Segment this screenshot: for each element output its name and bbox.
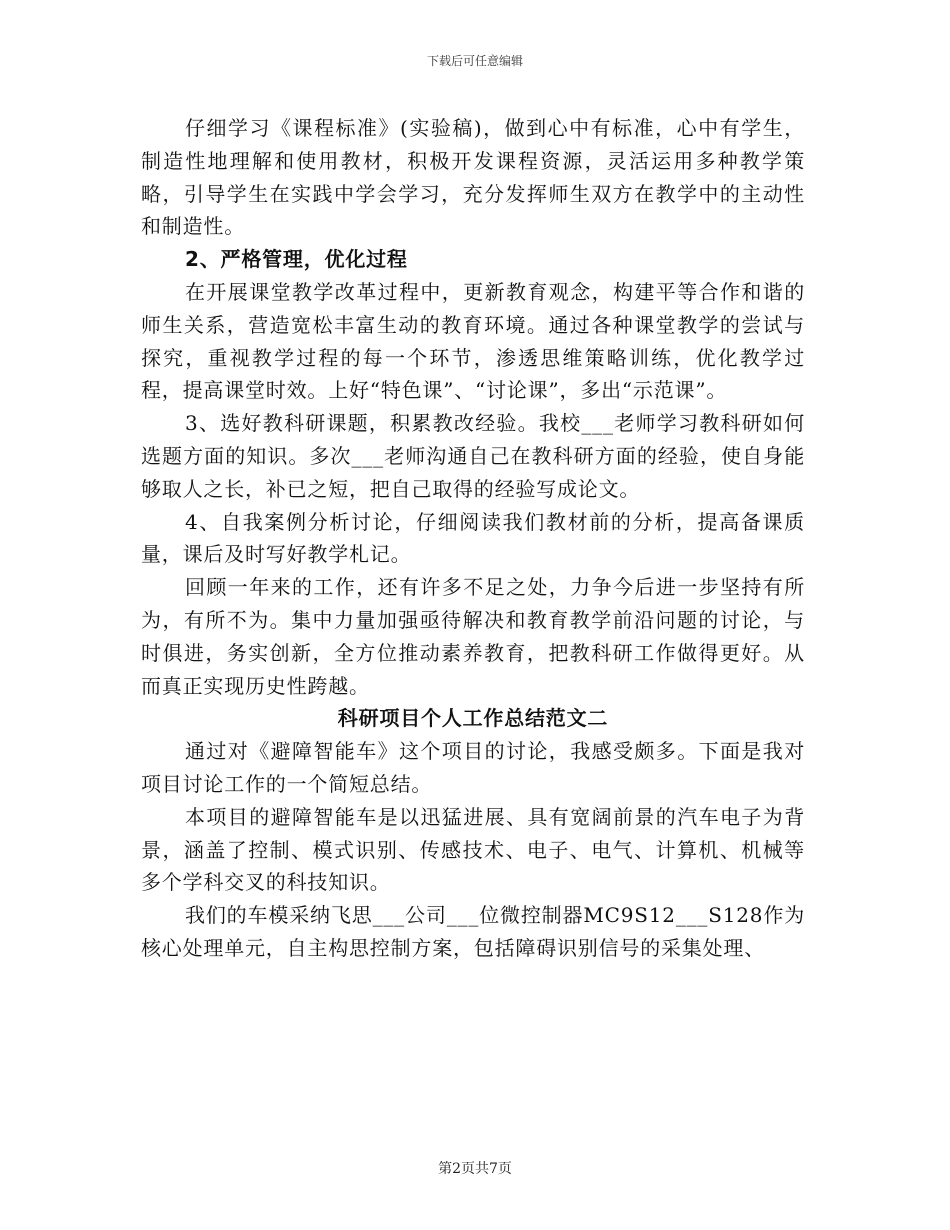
paragraph-3: 3、选好教科研课题，积累教改经验。我校___老师学习教科研如何选题方面的知识。多次___老师沟通自己在教科研方面的经验，使自身能够取人之长，补已之短，把自己取得的经验写成论文。	[141, 411, 805, 501]
paragraph-4: 4、自我案例分析讨论，仔细阅读我们教材前的分析，提高备课质量，课后及时写好教学札记。	[141, 509, 805, 567]
section-heading-2: 2、严格管理，优化过程	[185, 247, 408, 272]
paragraph-6: 通过对《避障智能车》这个项目的讨论，我感受颇多。下面是我对项目讨论工作的一个简短总结。	[141, 739, 805, 796]
paragraph-1: 仔细学习《课程标准》(实验稿)，做到心中有标准，心中有学生，制造性地理解和使用教材，积极开发课程资源，灵活运用多种教学策略，引导学生在实践中学会学习，充分发挥师生双方在教学中的主动性和制造性。	[141, 116, 805, 239]
paragraph-2: 在开展课堂教学改革过程中，更新教育观念，构建平等合作和谐的师生关系，营造宽松丰富生动的教育环境。通过各种课堂教学的尝试与探究，重视教学过程的每一个环节，渗透思维策略训练，优化教学过程，提高课堂时效。上好“特色课”、“讨论课”，多出“示范课”。	[141, 279, 805, 403]
page-header: 下载后可任意编辑	[426, 54, 523, 68]
paragraph-8: 我们的车模采纳飞思___公司___位微控制器MC9S12___S128作为核心处理单元，自主构思控制方案，包括障碍识别信号的采集处理、	[141, 903, 805, 960]
article-title-2: 科研项目个人工作总结范文二	[337, 706, 609, 731]
paragraph-7: 本项目的避障智能车是以迅猛进展、具有宽阔前景的汽车电子为背景，涵盖了控制、模式识别、传感技术、电子、电气、计算机、机械等多个学科交叉的科技知识。	[141, 804, 805, 895]
paragraph-5: 回顾一年来的工作，还有许多不足之处，力争今后进一步坚持有所为，有所不为。集中力量加强亟待解决和教育教学前沿问题的讨论，与时俱进，务实创新，全方位推动素养教育，把教科研工作做得更好。从而真正实现历史性跨越。	[141, 575, 805, 698]
document-body	[141, 112, 805, 965]
page-footer: 第2页共7页	[438, 1161, 512, 1177]
